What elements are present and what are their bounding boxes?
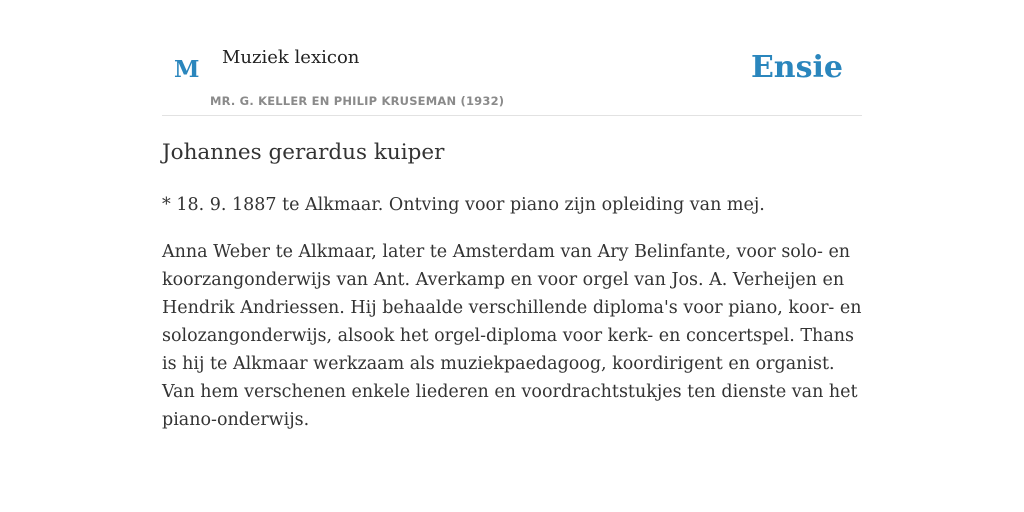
ensie-logo-link[interactable]: Ensie	[750, 50, 843, 85]
lexicon-title[interactable]: Muziek lexicon	[222, 47, 360, 68]
article	[162, 140, 862, 434]
lexicon-header	[162, 36, 862, 116]
article-title: Johannes gerardus kuiper	[162, 140, 445, 165]
lexicon-logo: M	[174, 56, 200, 83]
article-paragraph: * 18. 9. 1887 te Alkmaar. Ontving voor piano zijn opleiding van mej.	[162, 194, 765, 215]
lexicon-source: MR. G. KELLER EN PHILIP KRUSEMAN (1932)	[210, 94, 505, 108]
article-paragraph: Anna Weber te Alkmaar, later te Amsterdam van Ary Belinfante, voor solo- en koorzangonderwijs van Ant. Averkamp en voor orgel van Jos. A. Verheijen en Hendrik Andriessen. Hij behaalde verschillende diploma's voor piano, koor- en solozangonderwijs, alsook het orgel-diploma voor kerk- en concertspel. Thans is hij te Alkmaar werkzaam als muziekpaedagoog, koordirigent en organist. Van hem verschenen enkele liederen en voordrachtstukjes ten dienste van het piano-onderwijs.	[162, 241, 862, 430]
